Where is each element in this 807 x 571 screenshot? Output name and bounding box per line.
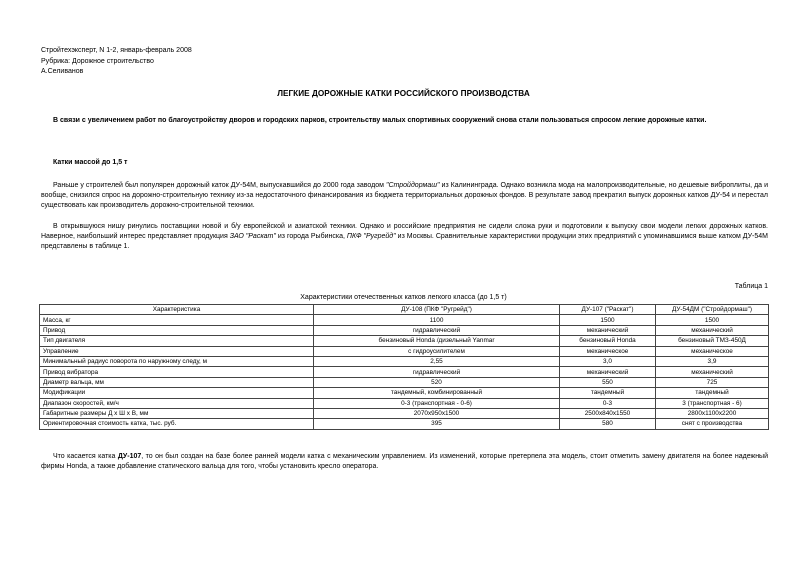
table-number: Таблица 1 <box>734 283 768 290</box>
table-cell: 0-3 <box>560 398 656 408</box>
table-cell: механический <box>656 325 769 335</box>
header-du-54dm: ДУ-54ДМ ("Стройдормаш") <box>656 305 769 315</box>
table-row <box>40 315 769 325</box>
article-title: ЛЕГКИЕ ДОРОЖНЫЕ КАТКИ РОССИЙСКОГО ПРОИЗВОДСТВА <box>277 89 530 98</box>
table-cell: 3 (транспортная - 6) <box>656 398 769 408</box>
table-cell: 550 <box>560 377 656 387</box>
table-cell: тандемный <box>656 388 769 398</box>
paragraph-1-text-c: из Калининграда. Однако возникла мода на малопроизводительные, но дешевые виброплиты, да и вообще, снизился спрос на дорожно-строительную технику из-за недостаточного финансирования из бюджета территориальных дорожных фондов. В результате завод прекратил выпуск дорожных катков ДУ-54 и перестал существовать как производитель дорожно-строительной техники. <box>41 182 768 209</box>
table-cell: Привод вибратора <box>40 367 314 377</box>
table-cell: тандемный <box>560 388 656 398</box>
lead-paragraph: В связи с увеличением работ по благоустройству дворов и городских парков, строительству малых спортивных сооружений снова стали пользоваться спросом легкие дорожные катки. <box>53 117 707 124</box>
paragraph-2-text-a: В открывшуюся нишу ринулись поставщики новой и б/у европейской и азиатской техники. Однако и российские предприятия не сидели сложа руки и подготовили к выпуску свои модели легких дорожных катков. Наверное, наибольший интерес представляет продукция <box>41 223 768 240</box>
table-cell: 1500 <box>656 315 769 325</box>
table-cell: механический <box>560 325 656 335</box>
table-cell: 580 <box>560 419 656 429</box>
table-cell: Управление <box>40 346 314 356</box>
table-cell: Модификации <box>40 388 314 398</box>
table-row <box>40 408 769 418</box>
table-cell: 3,0 <box>560 356 656 366</box>
table-cell: механический <box>560 367 656 377</box>
table-cell: 2800x1100x2200 <box>656 408 769 418</box>
paragraph-2-text-e: из Москвы. Сравнительные характеристики продукции этих предприятий с упоминавшимся выше катком ДУ-54М представлены в таблице 1. <box>41 232 769 250</box>
table-cell: бензиновый Honda /дизельный Yanmar <box>314 336 560 346</box>
specs-table <box>39 304 769 430</box>
section-heading: Катки массой до 1,5 т <box>53 159 128 166</box>
table-row <box>40 336 769 346</box>
paragraph-2-text-c: из города Рыбинска, <box>275 232 347 240</box>
table-row <box>40 388 769 398</box>
table-cell: бензиновый ТМЗ-450Д <box>656 336 769 346</box>
table-cell: 1100 <box>314 315 560 325</box>
paragraph-1-text-a: Раньше у строителей был популярен дорожный каток ДУ-54М, выпускавшийся до 2000 года заводом <box>53 182 386 189</box>
table-cell: Диапазон скоростей, км/ч <box>40 398 314 408</box>
paragraph-3-text-c: , то он был создан на базе более ранней модели катка с механическим управлением. Из изменений, которые претерпела эта модель, стоит отметить замену двигателя на более надежный фирмы Honda, а также добавление статического вальца для того, чтобы установить кресло оператора. <box>41 453 769 470</box>
table-row <box>40 356 769 366</box>
table-cell: Минимальный радиус поворота по наружному следу, м <box>40 356 314 366</box>
table-cell: 1500 <box>560 315 656 325</box>
paragraph-3-text-a: Что касается катка <box>53 453 118 460</box>
table-cell: тандемный, комбинированный <box>314 388 560 398</box>
header-du-107: ДУ-107 ("Раскат") <box>560 305 656 315</box>
paragraph-2 <box>41 222 768 251</box>
table-cell: Габаритные размеры Д х Ш х В, мм <box>40 408 314 418</box>
table-cell: 3,9 <box>656 356 769 366</box>
header-du-108: ДУ-108 (ПКФ "Ругрейд") <box>314 305 560 315</box>
table-cell: Привод <box>40 325 314 335</box>
rubric-line: Рубрика: Дорожное строительство <box>41 57 154 65</box>
table-cell: 395 <box>314 419 560 429</box>
table-cell: Тип двигателя <box>40 336 314 346</box>
table-row <box>40 377 769 387</box>
table-cell: гидравлический <box>314 325 560 335</box>
table-cell: механический <box>656 367 769 377</box>
table-cell: 520 <box>314 377 560 387</box>
table-cell: 0-3 (транспортная - 0-6) <box>314 398 560 408</box>
table-cell: механическое <box>560 346 656 356</box>
company-raskat: ЗАО "Раскат" <box>229 232 276 240</box>
table-row <box>40 398 769 408</box>
table-cell: Ориентировочная стоимость катка, тыс. руб. <box>40 419 314 429</box>
table-cell: Диаметр вальца, мм <box>40 377 314 387</box>
article-meta <box>41 46 192 78</box>
table-row <box>40 325 769 335</box>
table-cell: гидравлический <box>314 367 560 377</box>
table-caption: Характеристики отечественных катков легкого класса (до 1,5 т) <box>300 294 507 301</box>
table-cell: с гидроусилителем <box>314 346 560 356</box>
table-cell: снят с производства <box>656 419 769 429</box>
table-cell: бензиновый Honda <box>560 336 656 346</box>
header-characteristic: Характеристика <box>40 305 314 315</box>
table-row <box>40 367 769 377</box>
table-row <box>40 346 769 356</box>
paragraph-1 <box>41 181 768 210</box>
paragraph-3 <box>41 452 768 472</box>
source-line: Стройтехэксперт, N 1-2, январь-февраль 2008 <box>41 47 192 54</box>
table-header-row <box>40 305 769 315</box>
table-cell: механическое <box>656 346 769 356</box>
table-cell: 725 <box>656 377 769 387</box>
table-cell: 2500x840x1550 <box>560 408 656 418</box>
table-cell: Масса, кг <box>40 315 314 325</box>
company-rugreid: ПКФ "Ругрейд" <box>346 232 396 240</box>
company-stroydormash: "Стройдормаш" <box>385 182 440 189</box>
table-cell: 2070x950x1500 <box>314 408 560 418</box>
table-cell: 2,55 <box>314 356 560 366</box>
table-row <box>40 419 769 429</box>
author-line: А.Селиванов <box>41 68 84 75</box>
model-du-107: ДУ-107 <box>117 453 142 460</box>
